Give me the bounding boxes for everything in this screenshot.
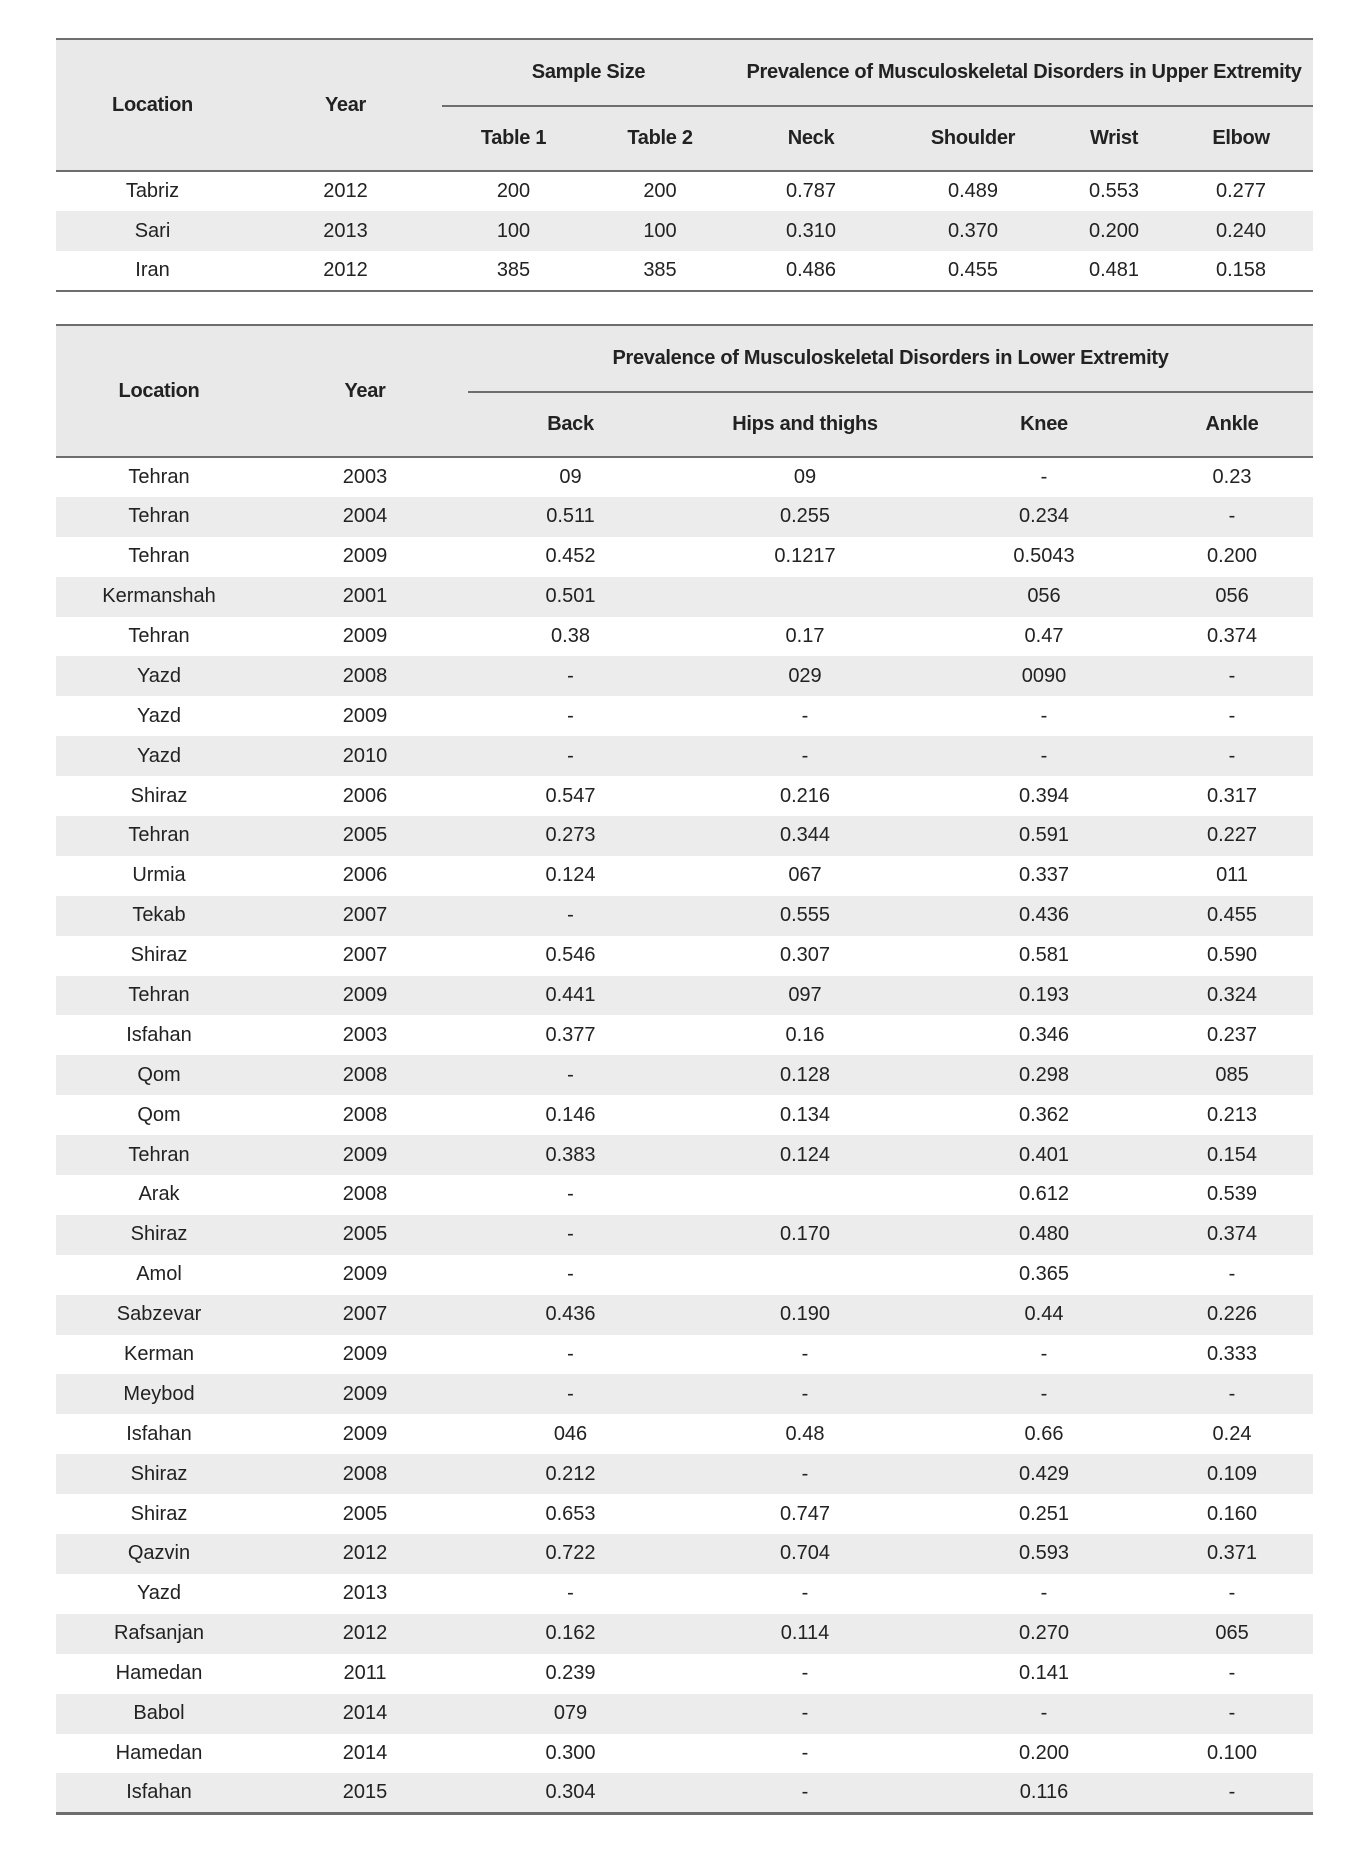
cell-back: 0.124: [545, 864, 596, 887]
cell-ankle: 065: [1215, 1622, 1249, 1645]
cell-knee: 0.251: [1018, 1502, 1070, 1525]
cell-neck: 0.787: [785, 180, 837, 202]
cell-location: Tehran: [128, 545, 190, 568]
cell-ankle: -: [1228, 1263, 1236, 1286]
cell-location: Isfahan: [126, 1781, 192, 1804]
cell-location: Sari: [134, 219, 171, 242]
cell-knee: 0.365: [1018, 1263, 1070, 1286]
cell-hips-thighs: 0.16: [785, 1023, 825, 1046]
cell-year: 2003: [342, 465, 388, 488]
cell-hips-thighs: -: [801, 1662, 809, 1685]
table-row: [56, 1175, 1313, 1215]
cell-knee: -: [1040, 744, 1048, 767]
cell-knee: 0.234: [1018, 505, 1070, 528]
cell-year: 2012: [342, 1542, 388, 1565]
cell-shoulder: 0.455: [947, 259, 999, 281]
cell-table1: 385: [496, 259, 531, 281]
upper-table-body: [56, 171, 1313, 291]
cell-knee: 0.337: [1018, 864, 1070, 887]
cell-year: 2014: [342, 1702, 388, 1725]
table-row: [56, 1574, 1313, 1614]
cell-back: 046: [553, 1422, 588, 1445]
cell-location: Qazvin: [127, 1542, 191, 1565]
cell-hips-thighs: 0.114: [780, 1622, 830, 1645]
table-row: [56, 1534, 1313, 1574]
table-row: [56, 1614, 1313, 1654]
cell-year: 2009: [342, 704, 388, 727]
cell-year: 2009: [342, 1143, 388, 1166]
header-knee: Knee: [1020, 413, 1068, 435]
cell-location: Tabriz: [125, 180, 180, 202]
cell-knee: 0.429: [1018, 1462, 1070, 1485]
cell-ankle: 0.455: [1206, 904, 1258, 927]
cell-ankle: -: [1228, 505, 1236, 528]
header-location: Location: [112, 93, 193, 116]
cell-ankle: 0.154: [1206, 1143, 1258, 1166]
cell-ankle: -: [1228, 664, 1236, 687]
cell-location: Kermanshah: [102, 585, 216, 608]
table-row: [56, 1494, 1313, 1534]
cell-hips-thighs: 097: [788, 984, 822, 1007]
cell-back: -: [567, 1263, 574, 1286]
cell-wrist: 0.200: [1088, 219, 1140, 242]
cell-hips-thighs: [673, 577, 937, 617]
cell-wrist: 0.481: [1088, 259, 1140, 281]
table-row: [56, 1095, 1313, 1135]
table-row: [56, 936, 1313, 976]
cell-location: Tehran: [128, 824, 190, 847]
cell-knee: 0.394: [1018, 784, 1070, 807]
cell-knee: 0.593: [1018, 1542, 1070, 1565]
cell-ankle: -: [1228, 744, 1236, 767]
cell-knee: -: [1040, 704, 1048, 727]
header-year: Year: [344, 379, 386, 402]
cell-knee: -: [1040, 1382, 1048, 1405]
cell-knee: 0.47: [1024, 625, 1064, 647]
cell-ankle: -: [1228, 1662, 1236, 1685]
cell-back: 0.212: [545, 1462, 596, 1485]
cell-year: 2009: [342, 1343, 388, 1366]
cell-hips-thighs: 0.344: [779, 824, 831, 847]
cell-year: 2003: [342, 1023, 388, 1046]
cell-year: 2005: [342, 824, 388, 847]
cell-ankle: 0.374: [1206, 625, 1258, 647]
cell-back: 0.546: [545, 944, 596, 967]
cell-year: 2008: [342, 1103, 388, 1126]
cell-hips-thighs: 0.48: [785, 1422, 825, 1445]
cell-year: 2009: [342, 545, 388, 568]
cell-year: 2001: [342, 585, 388, 608]
table-row: [56, 736, 1313, 776]
cell-back: 0.511: [546, 505, 595, 528]
cell-ankle: 0.317: [1206, 784, 1258, 807]
cell-knee: 0.480: [1018, 1223, 1070, 1246]
cell-back: 0.722: [545, 1542, 596, 1565]
cell-hips-thighs: -: [801, 1382, 809, 1405]
cell-location: Yazd: [136, 744, 182, 767]
cell-elbow: 0.240: [1216, 219, 1267, 242]
cell-back: 09: [559, 465, 582, 488]
cell-back: 0.146: [545, 1103, 596, 1126]
table-row: [56, 856, 1313, 896]
header-lower-prevalence: Prevalence of Musculoskeletal Disorders in Lower Extremity: [612, 347, 1169, 369]
cell-back: 0.300: [545, 1741, 596, 1764]
cell-ankle: -: [1228, 1582, 1236, 1605]
table-row: [56, 1773, 1313, 1813]
header-shoulder: Shoulder: [930, 127, 1016, 149]
header-location: Location: [118, 379, 200, 402]
cell-location: Tehran: [128, 625, 190, 647]
lower-extremity-table: [56, 324, 1313, 1815]
cell-table1: 200: [496, 180, 531, 202]
cell-knee: 0.612: [1018, 1183, 1070, 1206]
cell-back: -: [567, 1223, 574, 1246]
table-row: [56, 211, 1313, 251]
cell-hips-thighs: -: [801, 704, 809, 727]
lower-table-body: [56, 457, 1313, 1813]
table-row: [56, 1335, 1313, 1375]
cell-knee: 0.581: [1018, 944, 1070, 967]
cell-knee: 0.116: [1019, 1781, 1069, 1804]
cell-location: Tehran: [128, 984, 190, 1007]
cell-year: 2009: [342, 1422, 388, 1445]
table-row: [56, 1055, 1313, 1095]
cell-hips-thighs: 0.255: [779, 505, 831, 528]
lower-table-header: [56, 325, 1313, 457]
cell-year: 2007: [342, 1303, 388, 1326]
cell-year: 2008: [342, 1462, 388, 1485]
cell-ankle: -: [1228, 704, 1236, 727]
cell-back: 0.273: [545, 824, 596, 847]
cell-hips-thighs: 0.555: [779, 904, 831, 927]
table-row: [56, 1454, 1313, 1494]
cell-ankle: 011: [1216, 864, 1248, 887]
cell-location: Shiraz: [130, 784, 188, 807]
cell-back: 0.501: [545, 585, 596, 608]
header-year: Year: [324, 93, 367, 116]
cell-location: Kerman: [123, 1343, 195, 1366]
cell-location: Tehran: [128, 1143, 190, 1166]
cell-back: -: [567, 1063, 574, 1086]
cell-location: Rafsanjan: [113, 1622, 205, 1645]
cell-ankle: 0.160: [1206, 1502, 1258, 1525]
cell-location: Shiraz: [130, 944, 188, 967]
cell-hips-thighs: 09: [793, 465, 817, 488]
table-row: [56, 1015, 1313, 1055]
cell-hips-thighs: 0.307: [779, 944, 831, 967]
cell-hips-thighs: -: [801, 1343, 809, 1366]
cell-ankle: 0.374: [1206, 1223, 1258, 1246]
cell-ankle: -: [1228, 1781, 1236, 1804]
cell-back: 0.653: [545, 1502, 596, 1525]
cell-ankle: 0.109: [1206, 1462, 1258, 1485]
table-row: [56, 976, 1313, 1016]
cell-year: 2008: [342, 664, 388, 687]
cell-year: 2008: [342, 1183, 388, 1206]
cell-year: 2009: [342, 625, 388, 647]
table-row: [56, 251, 1313, 291]
cell-location: Hamedan: [115, 1741, 203, 1764]
cell-back: -: [567, 1582, 574, 1605]
cell-location: Tehran: [128, 505, 190, 528]
cell-location: Yazd: [136, 704, 182, 727]
cell-location: Tehran: [128, 465, 190, 488]
table-row: [56, 896, 1313, 936]
cell-knee: 0.200: [1018, 1741, 1070, 1764]
cell-year: 2008: [342, 1063, 388, 1086]
header-sample-size: Sample Size: [531, 61, 646, 83]
cell-location: Shiraz: [130, 1223, 188, 1246]
cell-hips-thighs: 0.747: [779, 1502, 831, 1525]
cell-neck: 0.486: [785, 259, 837, 281]
cell-hips-thighs: -: [801, 1462, 809, 1485]
cell-ankle: 0.539: [1206, 1183, 1258, 1206]
cell-location: Qom: [137, 1063, 181, 1086]
table-row: [56, 656, 1313, 696]
cell-location: Yazd: [136, 664, 182, 687]
cell-knee: 0.270: [1018, 1622, 1070, 1645]
header-hips-thighs: Hips and thighs: [732, 413, 878, 435]
cell-hips-thighs: -: [801, 1781, 809, 1804]
cell-knee: 0.401: [1018, 1143, 1070, 1166]
cell-year: 2007: [342, 904, 388, 927]
cell-hips-thighs: 0.17: [785, 625, 825, 647]
cell-year: 2009: [342, 1382, 388, 1405]
cell-back: -: [567, 704, 574, 727]
cell-location: Tekab: [132, 904, 186, 927]
cell-hips-thighs: 0.704: [779, 1542, 831, 1565]
table-row: [56, 816, 1313, 856]
cell-hips-thighs: -: [801, 1702, 809, 1725]
cell-knee: 056: [1027, 585, 1061, 608]
cell-hips-thighs: 0.216: [779, 784, 831, 807]
table-row: [56, 1734, 1313, 1774]
cell-knee: -: [1040, 1343, 1048, 1366]
table-row: [56, 776, 1313, 816]
cell-knee: 0090: [1021, 664, 1067, 687]
table-row: [56, 497, 1313, 537]
cell-neck: 0.310: [785, 219, 837, 242]
cell-back: -: [567, 1183, 574, 1206]
cell-ankle: 0.371: [1206, 1542, 1258, 1565]
cell-location: Shiraz: [130, 1462, 188, 1485]
cell-back: -: [567, 1382, 574, 1405]
cell-back: 0.452: [545, 545, 596, 568]
cell-ankle: 0.590: [1206, 944, 1258, 967]
cell-hips-thighs: -: [801, 744, 809, 767]
cell-year: 2006: [342, 864, 388, 887]
cell-ankle: 0.324: [1206, 984, 1258, 1007]
cell-shoulder: 0.489: [947, 180, 999, 202]
cell-location: Arak: [138, 1183, 180, 1206]
cell-back: -: [567, 744, 574, 767]
table-row: [56, 1694, 1313, 1734]
cell-ankle: 056: [1215, 585, 1249, 608]
cell-back: 0.304: [545, 1781, 596, 1804]
cell-ankle: 0.227: [1206, 824, 1258, 847]
cell-knee: 0.66: [1024, 1422, 1064, 1445]
cell-year: 2004: [342, 505, 388, 528]
table-row: [56, 696, 1313, 736]
cell-year: 2012: [323, 180, 368, 202]
table-row: [56, 537, 1313, 577]
cell-knee: 0.141: [1018, 1662, 1070, 1685]
cell-back: -: [567, 904, 574, 927]
cell-back: 0.377: [545, 1023, 596, 1046]
cell-ankle: -: [1228, 1702, 1236, 1725]
cell-ankle: 0.237: [1206, 1023, 1258, 1046]
cell-hips-thighs: -: [801, 1582, 809, 1605]
cell-back: 0.547: [545, 784, 596, 807]
cell-year: 2009: [342, 1263, 388, 1286]
cell-year: 2012: [323, 259, 368, 281]
table-row: [56, 457, 1313, 497]
cell-shoulder: 0.370: [947, 219, 999, 242]
cell-elbow: 0.158: [1216, 259, 1267, 281]
upper-extremity-table: [56, 38, 1313, 292]
cell-location: Babol: [133, 1702, 185, 1725]
cell-table2: 100: [643, 219, 677, 242]
cell-back: -: [567, 1343, 574, 1366]
cell-table2: 200: [643, 180, 677, 202]
header-ankle: Ankle: [1205, 413, 1259, 435]
cell-ankle: -: [1228, 1382, 1236, 1405]
cell-year: 2013: [342, 1582, 388, 1605]
header-elbow: Elbow: [1212, 127, 1270, 149]
header-table2: Table 2: [627, 127, 693, 149]
cell-hips-thighs: 0.128: [779, 1063, 831, 1086]
cell-back: 079: [553, 1702, 588, 1725]
cell-ankle: 0.24: [1212, 1422, 1252, 1445]
cell-location: Iran: [135, 259, 170, 281]
cell-ankle: 0.226: [1206, 1303, 1258, 1326]
cell-year: 2011: [343, 1662, 387, 1685]
cell-knee: 0.436: [1018, 904, 1070, 927]
cell-back: 0.38: [551, 625, 590, 647]
cell-hips-thighs: 0.134: [779, 1103, 831, 1126]
table-row: [56, 1295, 1313, 1335]
cell-table2: 385: [643, 259, 677, 281]
cell-back: 0.436: [545, 1303, 596, 1326]
cell-knee: 0.193: [1018, 984, 1070, 1007]
table-row: [56, 1654, 1313, 1694]
cell-hips-thighs: 0.124: [779, 1143, 831, 1166]
cell-ankle: 0.100: [1206, 1741, 1258, 1764]
table-row: [56, 1135, 1313, 1175]
cell-year: 2005: [342, 1502, 388, 1525]
cell-ankle: 0.23: [1212, 465, 1252, 488]
cell-year: 2009: [342, 984, 388, 1007]
cell-location: Qom: [137, 1103, 181, 1126]
cell-hips-thighs: 029: [788, 664, 822, 687]
cell-ankle: 0.213: [1206, 1103, 1258, 1126]
header-neck: Neck: [787, 127, 835, 149]
cell-year: 2007: [342, 944, 388, 967]
table-row: [56, 1215, 1313, 1255]
cell-year: 2005: [342, 1223, 388, 1246]
cell-ankle: 0.333: [1206, 1343, 1258, 1366]
table-row: [56, 1374, 1313, 1414]
table-row: [56, 577, 1313, 617]
cell-location: Meybod: [123, 1382, 195, 1405]
cell-knee: 0.44: [1024, 1303, 1064, 1326]
cell-location: Yazd: [136, 1582, 182, 1605]
cell-location: Isfahan: [126, 1422, 192, 1445]
cell-ankle: 085: [1215, 1063, 1249, 1086]
cell-knee: 0.362: [1018, 1103, 1070, 1126]
header-upper-prevalence: Prevalence of Musculoskeletal Disorders in Upper Extremity: [746, 61, 1302, 83]
cell-location: Hamedan: [115, 1662, 203, 1685]
cell-hips-thighs: [673, 1175, 937, 1215]
cell-knee: 0.346: [1018, 1023, 1070, 1046]
cell-location: Sabzevar: [116, 1303, 202, 1326]
cell-back: -: [567, 664, 574, 687]
table-row: [56, 171, 1313, 211]
cell-location: Shiraz: [130, 1502, 188, 1525]
cell-hips-thighs: -: [801, 1741, 809, 1764]
cell-knee: -: [1040, 1582, 1048, 1605]
cell-knee: 0.298: [1018, 1063, 1070, 1086]
cell-back: 0.441: [545, 984, 596, 1007]
table-row: [56, 1414, 1313, 1454]
cell-year: 2015: [342, 1781, 388, 1804]
cell-wrist: 0.553: [1088, 180, 1140, 202]
cell-back: 0.383: [545, 1143, 596, 1166]
cell-year: 2013: [323, 219, 368, 242]
cell-hips-thighs: 0.190: [779, 1303, 831, 1326]
header-back: Back: [547, 413, 594, 435]
cell-hips-thighs: 0.170: [779, 1223, 831, 1246]
header-table1: Table 1: [480, 127, 547, 149]
cell-ankle: 0.200: [1206, 545, 1258, 568]
cell-year: 2010: [342, 744, 388, 767]
cell-knee: 0.591: [1018, 824, 1070, 847]
cell-knee: -: [1040, 1702, 1048, 1725]
upper-table-header: [56, 39, 1313, 171]
cell-location: Amol: [136, 1263, 182, 1286]
cell-elbow: 0.277: [1216, 180, 1267, 202]
cell-year: 2006: [342, 784, 388, 807]
cell-knee: -: [1040, 465, 1048, 488]
cell-location: Urmia: [132, 864, 186, 887]
table-row: [56, 617, 1313, 657]
cell-hips-thighs: 067: [788, 864, 822, 887]
cell-year: 2012: [342, 1622, 388, 1645]
cell-table1: 100: [496, 219, 531, 242]
cell-hips-thighs: [673, 1255, 937, 1295]
cell-location: Isfahan: [126, 1023, 192, 1046]
header-wrist: Wrist: [1089, 127, 1139, 149]
table-row: [56, 1255, 1313, 1295]
cell-year: 2014: [342, 1741, 388, 1764]
cell-back: 0.239: [545, 1662, 596, 1685]
cell-hips-thighs: 0.1217: [774, 545, 836, 568]
cell-knee: 0.5043: [1013, 545, 1075, 568]
cell-back: 0.162: [545, 1622, 596, 1645]
